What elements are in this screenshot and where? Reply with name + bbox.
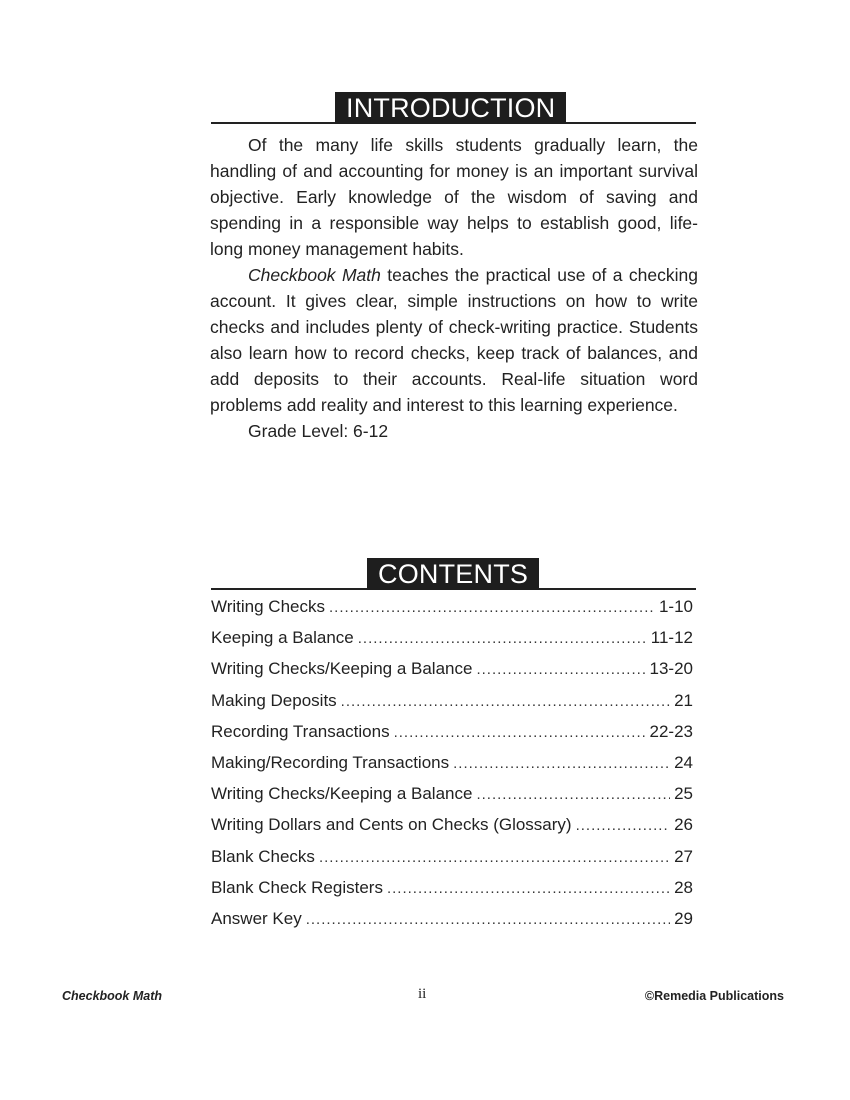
- toc-entry[interactable]: [211, 653, 693, 684]
- toc-leader-dots: [476, 654, 645, 685]
- footer-page-number: ii: [418, 986, 427, 1002]
- toc-entry-title: Making Deposits: [211, 690, 337, 710]
- toc-entry-title: Writing Checks/Keeping a Balance: [211, 659, 473, 679]
- toc-entry-pages: 25: [674, 784, 693, 804]
- toc-entry-pages: 21: [674, 690, 693, 710]
- toc-entry[interactable]: [211, 778, 693, 809]
- toc-entry-pages: 29: [674, 908, 693, 928]
- introduction-body: [210, 132, 698, 444]
- introduction-heading-label: INTRODUCTION: [335, 92, 566, 124]
- toc-entry[interactable]: [211, 872, 693, 903]
- toc-leader-dots: [394, 717, 646, 748]
- introduction-paragraph-1: Of the many life skills students gradually learn, the handling of and accounting for money is an important survival objective. Early knowledge of the wisdom of saving and spending in a responsible way helps to establish good, life-long money management habits.: [210, 135, 698, 259]
- toc-entry-title: Answer Key: [211, 908, 302, 928]
- toc-leader-dots: [358, 623, 647, 654]
- toc-entry-title: Blank Check Registers: [211, 877, 383, 897]
- toc-entry[interactable]: [211, 685, 693, 716]
- toc-entry-title: Writing Checks/Keeping a Balance: [211, 784, 473, 804]
- toc-entry[interactable]: [211, 903, 693, 934]
- toc-entry-title: Making/Recording Transactions: [211, 752, 450, 772]
- toc-entry-title: Writing Checks: [211, 597, 325, 616]
- toc-leader-dots: [306, 904, 670, 935]
- toc-entry-pages: 24: [674, 752, 693, 772]
- toc-entry-pages: 27: [674, 846, 693, 866]
- toc-entry-pages: 11-12: [650, 628, 693, 648]
- toc-entry-pages: 1-10: [658, 597, 693, 616]
- toc-leader-dots: [329, 592, 655, 623]
- footer-publisher: ©Remedia Publications: [644, 989, 784, 1003]
- toc-leader-dots: [476, 779, 670, 810]
- toc-leader-dots: [387, 873, 670, 904]
- toc-leader-dots: [341, 686, 670, 717]
- introduction-paragraph-2: [210, 262, 698, 418]
- toc-leader-dots: [319, 842, 670, 873]
- toc-entry-pages: 26: [674, 815, 693, 835]
- introduction-heading: [211, 92, 696, 124]
- toc-entry[interactable]: [211, 747, 693, 778]
- introduction-paragraph-2-text: teaches the practical use of a checking account. It gives clear, simple instructions on how to write checks and includes plenty of check-writing practice. Students also learn how to record checks, keep track of balances, and add deposits to their accounts. Real-life situation word problems add reality and interest to this learning experience.: [210, 265, 698, 415]
- toc-entry-title: Writing Dollars and Cents on Checks (Glossary): [211, 815, 572, 835]
- toc-entry-title: Keeping a Balance: [211, 628, 354, 648]
- footer-book-title: Checkbook Math: [62, 989, 163, 1003]
- table-of-contents: [211, 591, 693, 934]
- toc-entry[interactable]: [211, 622, 693, 653]
- toc-entry[interactable]: [211, 809, 693, 840]
- toc-entry-title: Blank Checks: [211, 846, 315, 866]
- contents-heading-label: CONTENTS: [367, 558, 539, 590]
- grade-level: Grade Level: 6-12: [248, 421, 389, 441]
- toc-entry-pages: 28: [674, 877, 693, 897]
- toc-entry[interactable]: [211, 591, 693, 622]
- book-title-italic: Checkbook Math: [248, 265, 381, 285]
- contents-heading: [211, 558, 696, 590]
- toc-leader-dots: [576, 810, 670, 841]
- toc-entry-pages: 22-23: [649, 721, 693, 741]
- toc-entry-title: Recording Transactions: [211, 721, 390, 741]
- toc-leader-dots: [453, 748, 670, 779]
- toc-entry[interactable]: [211, 716, 693, 747]
- toc-entry[interactable]: [211, 841, 693, 872]
- toc-entry-pages: 13-20: [649, 659, 693, 679]
